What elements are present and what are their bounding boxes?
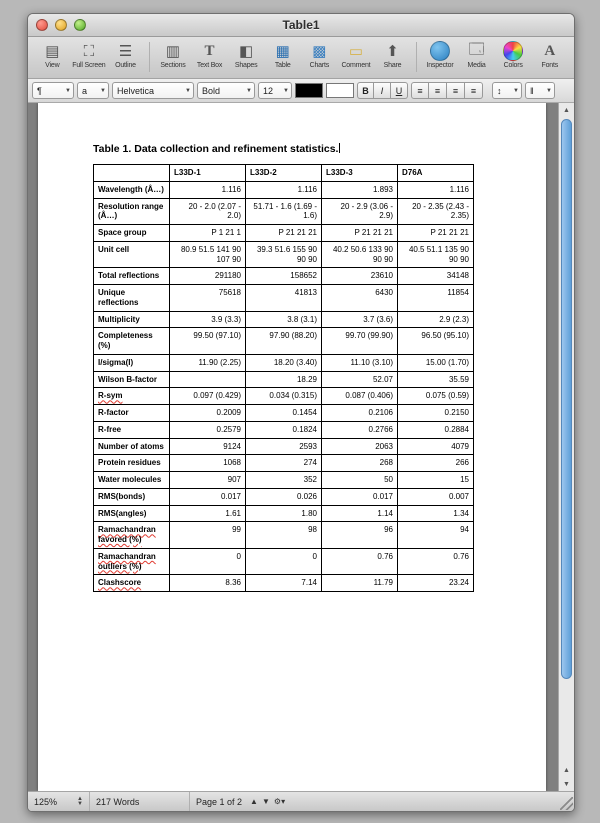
align-left-button[interactable]: ≡	[411, 82, 429, 99]
toolbar-outline-label: Outline	[115, 62, 136, 69]
chevron-down-icon: ▼	[100, 87, 106, 94]
toolbar-comment-button[interactable]	[338, 39, 375, 69]
document-area	[28, 103, 574, 791]
row-value: P 21 21 21	[246, 225, 322, 242]
toolbar-sections-label: Sections	[160, 62, 186, 69]
row-label: R-factor	[94, 405, 170, 422]
row-value: 20 - 2.0 (2.07 - 2.0)	[170, 198, 246, 225]
toolbar-table-button[interactable]	[264, 39, 301, 69]
table-row	[94, 388, 474, 405]
row-value: 50	[322, 472, 398, 489]
toolbar-media-label: Media	[467, 62, 486, 69]
row-value: 80.9 51.5 141 90 107 90	[170, 241, 246, 268]
row-value: 35.59	[398, 371, 474, 388]
statistics-table[interactable]	[93, 164, 474, 592]
row-value: 98	[246, 522, 322, 549]
document-page[interactable]	[38, 103, 546, 791]
row-value: P 21 21 21	[398, 225, 474, 242]
row-value: 1.34	[398, 505, 474, 522]
alignment-group	[411, 82, 483, 99]
charts-icon: ▩	[312, 43, 327, 60]
table-row	[94, 488, 474, 505]
fill-color-swatch[interactable]	[326, 83, 354, 98]
row-value: 3.7 (3.6)	[322, 311, 398, 328]
page-up-icon[interactable]: ▲	[250, 797, 258, 806]
row-label	[94, 548, 170, 575]
table-row	[94, 405, 474, 422]
toolbar-sections-button[interactable]	[155, 39, 192, 69]
toolbar-fonts-label: Fonts	[541, 62, 559, 69]
zoom-value: 125%	[34, 796, 58, 807]
close-button[interactable]	[36, 19, 48, 31]
document-window	[27, 13, 575, 812]
row-value: 0.017	[322, 488, 398, 505]
table-row	[94, 421, 474, 438]
row-value: 7.14	[246, 575, 322, 592]
row-value: 0.2579	[170, 421, 246, 438]
list-style-menu[interactable]	[77, 82, 109, 99]
zoom-control[interactable]	[28, 792, 90, 811]
row-value: 2.9 (2.3)	[398, 311, 474, 328]
row-value: 4079	[398, 438, 474, 455]
table-row	[94, 198, 474, 225]
resize-grip[interactable]	[560, 797, 573, 810]
row-value: 0.1824	[246, 421, 322, 438]
row-value: 11854	[398, 285, 474, 312]
row-label-text: Ramachandran favored (%)	[98, 525, 156, 544]
italic-button[interactable]: I	[374, 82, 391, 99]
row-label: I/sigma(I)	[94, 354, 170, 371]
zoom-button[interactable]	[74, 19, 86, 31]
font-size-menu[interactable]	[258, 82, 292, 99]
spacing-group	[492, 82, 555, 99]
scrollbar-thumb[interactable]	[561, 119, 572, 679]
row-value: 158652	[246, 268, 322, 285]
row-value: 11.90 (2.25)	[170, 354, 246, 371]
row-label: Resolution range (Å…)	[94, 198, 170, 225]
toolbar-outline-button[interactable]	[107, 39, 144, 69]
row-value: 99.70 (99.90)	[322, 328, 398, 355]
text-style-group	[357, 82, 408, 99]
toolbar-textbox-button[interactable]	[191, 39, 228, 69]
table-row	[94, 354, 474, 371]
page-scroll-region	[28, 103, 558, 791]
row-value: 40.2 50.6 133 90 90 90	[322, 241, 398, 268]
row-value: 0.1454	[246, 405, 322, 422]
text-color-swatch[interactable]	[295, 83, 323, 98]
table-row	[94, 472, 474, 489]
chevron-down-icon: ▼	[283, 87, 289, 94]
table-row	[94, 455, 474, 472]
row-value: 0.2106	[322, 405, 398, 422]
colors-icon	[495, 41, 532, 61]
table-caption-text: Table 1. Data collection and refinement statistics.	[93, 143, 339, 155]
page-indicator-label: Page 1 of 2	[196, 796, 243, 807]
toolbar-share-label: Share	[383, 62, 402, 69]
toolbar-table-label: Table	[274, 62, 291, 69]
row-label: Water molecules	[94, 472, 170, 489]
scroll-up-arrow-bottom[interactable]: ▲	[563, 766, 570, 774]
toolbar-separator-2	[416, 42, 417, 72]
zoom-stepper[interactable]: ▲ ▼	[77, 795, 83, 807]
row-label: Wilson B-factor	[94, 371, 170, 388]
table-row	[94, 438, 474, 455]
scroll-up-arrow[interactable]: ▲	[563, 106, 570, 114]
row-value: 1.116	[398, 181, 474, 198]
share-icon: ⬆	[386, 43, 399, 60]
row-value: 0.034 (0.315)	[246, 388, 322, 405]
row-value: 268	[322, 455, 398, 472]
row-value: 11.10 (3.10)	[322, 354, 398, 371]
row-value: 34148	[398, 268, 474, 285]
row-label: Unit cell	[94, 241, 170, 268]
toolbar-charts-button[interactable]	[301, 39, 338, 69]
row-value: 75618	[170, 285, 246, 312]
row-value: 1.893	[322, 181, 398, 198]
table-row	[94, 225, 474, 242]
row-value: 0.017	[170, 488, 246, 505]
table-header-l33d2: L33D-2	[246, 165, 322, 182]
row-label	[94, 522, 170, 549]
chevron-down-icon: ▼	[513, 87, 519, 94]
shapes-icon: ◧	[239, 43, 254, 60]
format-bar	[28, 79, 574, 103]
row-value: 8.36	[170, 575, 246, 592]
table-icon: ▦	[275, 43, 290, 60]
row-value: 99.50 (97.10)	[170, 328, 246, 355]
row-label: R-sym	[94, 388, 170, 405]
row-value: 23.24	[398, 575, 474, 592]
text-cursor	[339, 143, 340, 153]
toolbar-inspector-button[interactable]	[422, 39, 459, 69]
row-value: 0.087 (0.406)	[322, 388, 398, 405]
paragraph-style-value: ¶	[37, 85, 42, 96]
row-label: RMS(bonds)	[94, 488, 170, 505]
columns-value: ‖	[530, 85, 534, 96]
row-label: RMS(angles)	[94, 505, 170, 522]
window-controls[interactable]	[36, 19, 86, 31]
row-value: 39.3 51.6 155 90 90 90	[246, 241, 322, 268]
row-label: Space group	[94, 225, 170, 242]
row-value: 96.50 (95.10)	[398, 328, 474, 355]
row-label: Number of atoms	[94, 438, 170, 455]
row-value: 15	[398, 472, 474, 489]
toolbar-shapes-label: Shapes	[234, 62, 258, 69]
row-value: 40.5 51.1 135 90 90 90	[398, 241, 474, 268]
media-icon: 🗔	[468, 40, 485, 58]
comment-icon: ▭	[348, 43, 364, 60]
row-label-text: Ramachandran outliers (%)	[98, 551, 156, 571]
row-value: 274	[246, 455, 322, 472]
toolbar-fullscreen-label: Full Screen	[72, 62, 106, 69]
view-icon: ▤	[45, 43, 60, 60]
row-value: 97.90 (88.20)	[246, 328, 322, 355]
table-row	[94, 505, 474, 522]
table-header-corner	[94, 165, 170, 182]
row-value	[170, 371, 246, 388]
toolbar-colors-label: Colors	[503, 62, 523, 69]
row-label: Clashscore	[94, 575, 170, 592]
page-down-icon[interactable]: ▼	[261, 797, 270, 806]
row-value: 291180	[170, 268, 246, 285]
row-value: 0	[170, 548, 246, 575]
table-caption	[93, 143, 514, 155]
underline-button[interactable]: U	[391, 82, 408, 99]
row-value: 266	[398, 455, 474, 472]
page-indicator-cell	[190, 792, 574, 811]
textbox-icon: T	[204, 42, 215, 59]
row-label: Multiplicity	[94, 311, 170, 328]
row-value: 0.097 (0.429)	[170, 388, 246, 405]
word-count: 217 Words	[90, 792, 190, 811]
table-row	[94, 311, 474, 328]
toolbar-share-button[interactable]	[374, 39, 411, 69]
scroll-down-arrow[interactable]: ▼	[563, 780, 570, 788]
row-value: 0	[246, 548, 322, 575]
row-value: P 21 21 21	[322, 225, 398, 242]
inspector-icon	[422, 41, 459, 61]
font-size-value: 12	[263, 85, 274, 96]
scroll-arrows-bottom	[559, 763, 574, 791]
toolbar-charts-label: Charts	[309, 62, 330, 69]
toolbar-fullscreen-button[interactable]	[71, 39, 108, 69]
row-value: 3.8 (3.1)	[246, 311, 322, 328]
row-value: 0.2766	[322, 421, 398, 438]
row-label: R-free	[94, 421, 170, 438]
row-value: 20 - 2.9 (3.06 - 2.9)	[322, 198, 398, 225]
table-header-l33d1: L33D-1	[170, 165, 246, 182]
row-value: 1.116	[170, 181, 246, 198]
table-row	[94, 371, 474, 388]
row-value: 0.026	[246, 488, 322, 505]
line-spacing-menu[interactable]	[492, 82, 522, 99]
toolbar-shapes-button[interactable]	[228, 39, 265, 69]
row-value: 1068	[170, 455, 246, 472]
row-value: 9124	[170, 438, 246, 455]
page-nav-group[interactable]	[250, 797, 285, 806]
fonts-icon: A	[544, 42, 556, 59]
table-row	[94, 268, 474, 285]
sections-icon: ▥	[165, 43, 181, 60]
row-value: 0.2150	[398, 405, 474, 422]
row-value: 0.2884	[398, 421, 474, 438]
paragraph-style-menu[interactable]	[32, 82, 74, 99]
vertical-scrollbar[interactable]	[558, 103, 574, 791]
status-bar	[28, 791, 574, 811]
list-style-value: a	[82, 85, 88, 96]
row-value: 20 - 2.35 (2.43 - 2.35)	[398, 198, 474, 225]
columns-menu[interactable]	[525, 82, 555, 99]
row-value: 15.00 (1.70)	[398, 354, 474, 371]
toolbar-colors-button[interactable]	[495, 39, 532, 69]
row-value: 0.075 (0.59)	[398, 388, 474, 405]
chevron-down-icon: ▼	[185, 87, 191, 94]
toolbar-view-button[interactable]	[34, 39, 71, 69]
table-header-d76a: D76A	[398, 165, 474, 182]
row-label: Protein residues	[94, 455, 170, 472]
window-title: Table1	[282, 18, 320, 32]
row-value: 3.9 (3.3)	[170, 311, 246, 328]
row-value: 51.71 - 1.6 (1.69 - 1.6)	[246, 198, 322, 225]
row-value: 1.80	[246, 505, 322, 522]
chevron-down-icon: ▼	[65, 87, 71, 94]
main-toolbar	[28, 37, 574, 79]
row-value: 0.76	[322, 548, 398, 575]
table-row	[94, 522, 474, 549]
chevron-down-icon: ▼	[246, 87, 252, 94]
row-value: 41813	[246, 285, 322, 312]
table-row	[94, 285, 474, 312]
row-value: P 1 21 1	[170, 225, 246, 242]
font-family-menu[interactable]	[112, 82, 194, 99]
row-value: 6430	[322, 285, 398, 312]
row-value: 52.07	[322, 371, 398, 388]
page-settings-icon[interactable]: ⚙▾	[273, 797, 286, 806]
title-bar[interactable]	[28, 14, 574, 37]
toolbar-fonts-button[interactable]	[531, 39, 568, 69]
font-family-value: Helvetica	[117, 85, 155, 96]
row-value: 1.14	[322, 505, 398, 522]
table-row	[94, 241, 474, 268]
table-row	[94, 181, 474, 198]
align-justify-button[interactable]: ≡	[465, 82, 483, 99]
toolbar-view-label: View	[45, 62, 60, 69]
row-value: 99	[170, 522, 246, 549]
align-right-button[interactable]: ≡	[447, 82, 465, 99]
row-label: Wavelength (Å…)	[94, 181, 170, 198]
row-value: 2593	[246, 438, 322, 455]
table-header-l33d3: L33D-3	[322, 165, 398, 182]
toolbar-inspector-label: Inspector	[426, 62, 454, 69]
table-row	[94, 328, 474, 355]
row-value: 0.76	[398, 548, 474, 575]
font-style-value: Bold	[202, 85, 221, 96]
toolbar-textbox-label: Text Box	[196, 62, 223, 69]
row-value: 352	[246, 472, 322, 489]
fullscreen-icon: ⛶	[83, 42, 95, 60]
toolbar-separator-1	[149, 42, 150, 72]
row-value: 18.29	[246, 371, 322, 388]
chevron-down-icon: ▼	[546, 87, 552, 94]
row-value: 18.20 (3.40)	[246, 354, 322, 371]
row-value: 907	[170, 472, 246, 489]
outline-icon: ☰	[118, 43, 133, 60]
toolbar-media-button[interactable]	[458, 39, 495, 69]
font-style-menu[interactable]	[197, 82, 255, 99]
table-row	[94, 575, 474, 592]
table-header-row	[94, 165, 474, 182]
row-value: 0.2009	[170, 405, 246, 422]
row-value: 0.007	[398, 488, 474, 505]
row-label: Total reflections	[94, 268, 170, 285]
bold-button[interactable]: B	[357, 82, 374, 99]
align-center-button[interactable]: ≡	[429, 82, 447, 99]
line-spacing-value: ↕	[497, 85, 502, 96]
row-value: 96	[322, 522, 398, 549]
row-value: 1.61	[170, 505, 246, 522]
row-value: 23610	[322, 268, 398, 285]
table-body	[94, 165, 474, 592]
minimize-button[interactable]	[55, 19, 67, 31]
row-value: 2063	[322, 438, 398, 455]
toolbar-comment-label: Comment	[341, 62, 371, 69]
row-value: 94	[398, 522, 474, 549]
table-row	[94, 548, 474, 575]
row-value: 11.79	[322, 575, 398, 592]
row-label: Unique reflections	[94, 285, 170, 312]
row-value: 1.116	[246, 181, 322, 198]
row-label: Completeness (%)	[94, 328, 170, 355]
